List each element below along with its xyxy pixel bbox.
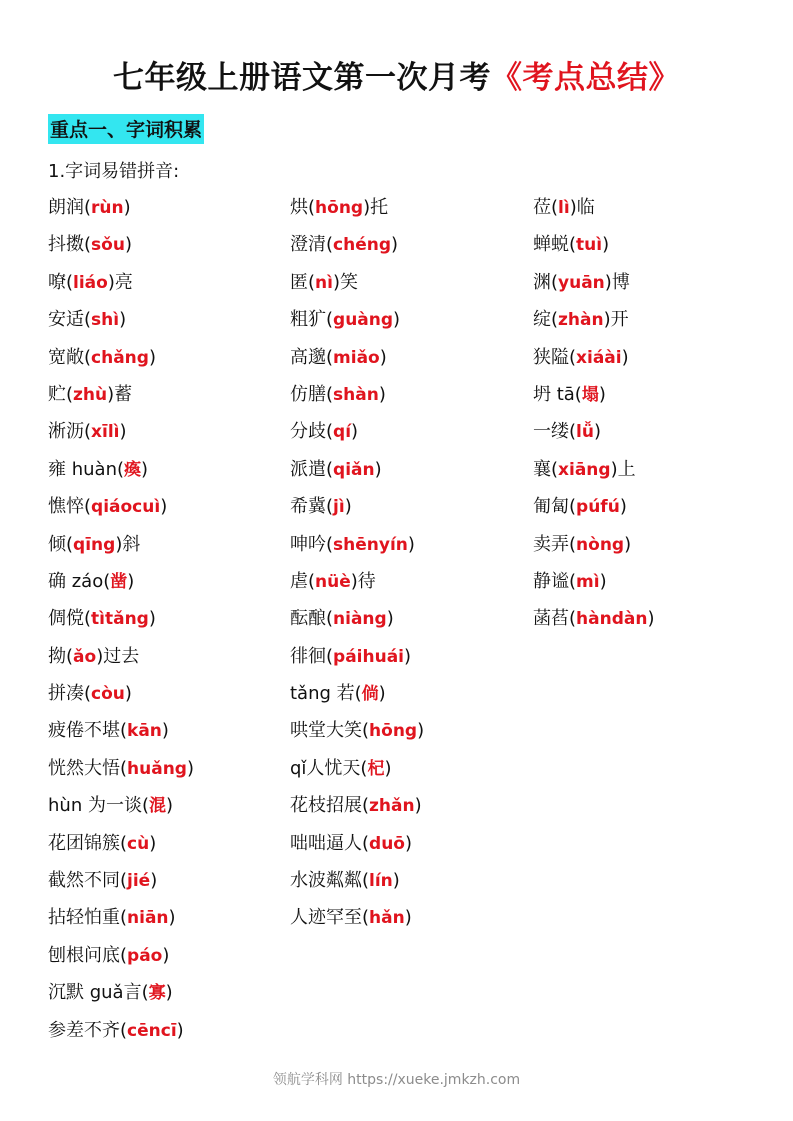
answer-text: tuì [576,235,603,256]
word-column-1 [48,196,194,1056]
answer-text: mì [576,571,600,592]
word-item [290,196,424,233]
word-text: 安适( [48,309,92,331]
word-item [290,869,424,906]
word-item [290,533,424,570]
word-text: 烘( [290,197,316,218]
answer-text: jié [127,871,151,892]
answer-text: zhù [73,384,108,405]
answer-text: hàndàn [576,609,648,630]
word-text: 绽( [533,309,559,331]
word-suffix: ) [160,496,168,518]
word-item [48,383,194,420]
answer-text: cù [127,833,150,854]
answer-text: duō [369,833,405,854]
answer-text: xiāng [558,459,611,480]
word-text: 刨根问底( [48,944,128,966]
answer-text: rùn [91,198,124,218]
word-item [290,607,424,644]
word-item [290,682,424,719]
word-text: 希冀( [290,496,334,518]
word-text: 倜傥( [48,608,92,630]
answer-text: qí [333,422,352,443]
word-text: 一缕( [533,421,577,443]
word-item [290,570,424,607]
word-item [533,458,654,495]
title-main: 七年级上册语文第一次月考 [113,60,491,96]
word-suffix: ) [379,346,387,368]
word-suffix: ) [384,757,392,779]
word-text: 哄堂大笑( [290,720,370,742]
word-item [290,495,424,532]
word-item [48,794,194,831]
word-item [533,420,654,457]
word-text: 高邈( [290,346,334,368]
answer-text: sǒu [91,235,125,256]
word-item [533,570,654,607]
word-suffix: ) [621,346,629,368]
word-suffix: ) [624,533,632,555]
word-suffix: ) [186,757,195,779]
word-suffix: ) [127,570,135,592]
word-suffix: )博 [604,271,630,293]
word-suffix: ) [386,608,394,630]
word-text: hùn 为一谈( [48,795,149,817]
answer-text: niān [127,908,169,929]
subsection-heading: 1.字词易错拼音: [48,161,180,182]
word-text: 匿( [290,271,316,293]
word-item [290,383,424,420]
word-text: 酝酿( [290,608,334,630]
word-text: 水波粼粼( [290,870,370,892]
word-suffix: ) [150,870,158,892]
word-text: 粗犷( [290,309,334,331]
footer-watermark: 领航学科网 https://xueke.jmkzh.com [272,1072,521,1088]
word-text: 拗( [48,645,74,667]
word-text: 坍 tā( [533,383,582,405]
word-item [48,346,194,383]
word-suffix: ) [148,608,156,630]
word-column-2 [290,196,424,944]
word-suffix: ) [391,234,399,256]
word-item [48,607,194,644]
word-suffix: ) [168,907,176,929]
word-suffix: )开 [603,309,629,331]
answer-text: 凿 [110,571,128,592]
word-text: 疲倦不堪( [48,720,128,742]
word-text: 抖擞( [48,234,92,256]
answer-text: niàng [333,609,387,630]
word-item [48,196,194,233]
word-suffix: ) [124,683,132,705]
answer-text: miǎo [333,347,380,368]
answer-text: 瘓 [124,459,141,480]
word-item [48,906,194,943]
answer-text: zhǎn [369,796,415,817]
word-item [48,832,194,869]
word-item [290,233,424,270]
word-suffix: ) [378,683,386,705]
answer-text: guàng [333,310,394,331]
word-suffix: ) [351,421,359,443]
word-suffix: ) [404,645,412,667]
word-suffix: )斜 [115,533,141,555]
word-suffix: ) [161,720,169,742]
answer-text: hōng [315,198,364,218]
word-suffix: ) [619,496,627,518]
word-suffix: ) [598,383,606,405]
section-heading: 重点一、字词积累 [48,114,204,144]
word-suffix: ) [124,234,132,256]
answer-text: hōng [369,721,418,742]
word-suffix: ) [165,982,173,1004]
answer-text: páo [127,945,163,966]
word-suffix: ) [647,608,655,630]
word-suffix: ) [417,720,425,742]
answer-text: jì [333,497,345,518]
answer-text: hǎn [369,908,405,929]
word-text: 朗润( [48,197,92,218]
word-suffix: ) [162,944,170,966]
word-suffix: ) [599,570,607,592]
answer-text: 寡 [148,983,166,1004]
answer-text: kān [127,721,162,742]
word-text: 倾( [48,533,74,555]
word-text: 确 záo( [48,570,111,592]
word-item [533,308,654,345]
word-item [533,495,654,532]
word-text: 拈轻怕重( [48,907,128,929]
word-text: 淅沥( [48,421,92,443]
word-item [48,869,194,906]
answer-text: 杞 [367,758,385,779]
word-suffix: )上 [610,458,636,480]
word-item [290,757,424,794]
word-item [533,607,654,644]
answer-text: púfú [576,497,620,518]
word-text: 嘹( [48,271,74,293]
word-text: 襄( [533,458,559,480]
answer-text: zhàn [558,310,604,331]
word-item [290,420,424,457]
word-suffix: )亮 [107,271,133,293]
word-text: 仿膳( [290,383,334,405]
word-suffix: ) [407,533,415,555]
answer-text: lì [558,198,570,218]
word-text: 憔悴( [48,496,92,518]
word-suffix: ) [344,496,352,518]
word-item [48,308,194,345]
word-text: 咄咄逼人( [290,832,370,854]
answer-text: qiǎn [333,459,375,480]
word-suffix: )临 [569,197,595,218]
word-item [290,308,424,345]
word-text: tǎng 若( [290,683,362,705]
word-text: qǐ人忧天( [290,757,368,779]
answer-text: shì [91,310,120,331]
word-text: 花枝招展( [290,795,370,817]
word-suffix: ) [176,1019,184,1041]
word-item [48,570,194,607]
word-item [533,346,654,383]
word-suffix: ) [149,832,157,854]
answer-text: páihuái [333,646,405,667]
word-item [533,383,654,420]
answer-text: chéng [333,235,392,256]
word-suffix: ) [404,907,412,929]
word-item [48,981,194,1018]
word-text: 狭隘( [533,346,577,368]
word-item [48,645,194,682]
word-suffix: ) [148,346,156,368]
word-item [48,495,194,532]
word-item [290,794,424,831]
word-item [290,645,424,682]
answer-text: ǎo [73,646,97,667]
word-text: 雍 huàn( [48,458,124,480]
word-text: 分歧( [290,421,334,443]
word-text: 拼凑( [48,683,92,705]
word-column-3 [533,196,654,645]
word-text: 派遣( [290,458,334,480]
answer-text: xīlì [91,422,120,443]
word-suffix: )待 [350,570,376,592]
word-suffix: ) [593,421,601,443]
answer-text: 混 [148,796,166,817]
word-text: 菡萏( [533,608,577,630]
answer-text: lín [369,871,393,892]
word-suffix: ) [165,795,173,817]
answer-text: nòng [576,534,625,555]
answer-text: shēnyín [333,534,408,555]
answer-text: yuān [558,272,605,293]
word-text: 截然不同( [48,870,128,892]
word-text: 静谧( [533,570,577,592]
word-text: 恍然大悟( [48,757,128,779]
word-suffix: ) [119,421,127,443]
word-item [290,458,424,495]
word-item [533,196,654,233]
word-text: 卖弄( [533,533,577,555]
answer-text: chǎng [91,347,149,368]
answer-text: huǎng [127,758,187,779]
word-suffix: )过去 [96,645,140,667]
word-text: 虐( [290,570,316,592]
word-item [290,346,424,383]
word-suffix: ) [141,458,149,480]
word-suffix: ) [602,234,610,256]
word-item [290,719,424,756]
word-item [48,271,194,308]
word-text: 莅( [533,197,559,218]
word-text: 蝉蜕( [533,234,577,256]
word-suffix: ) [123,197,131,218]
word-item [48,1019,194,1056]
word-item [533,271,654,308]
word-item [48,233,194,270]
word-text: 人迹罕至( [290,907,370,929]
word-item [48,420,194,457]
word-text: 徘徊( [290,645,334,667]
word-item [290,271,424,308]
word-item [48,944,194,981]
word-text: 沉默 guǎ言( [48,982,149,1004]
word-text: 花团锦簇( [48,832,128,854]
word-suffix: )蓄 [107,383,133,405]
word-item [290,906,424,943]
answer-text: nüè [315,571,351,592]
answer-text: tìtǎng [91,609,149,630]
word-text: 澄清( [290,234,334,256]
word-suffix: )托 [363,197,389,218]
word-suffix: ) [392,870,400,892]
answer-text: lǚ [576,422,594,443]
answer-text: 倘 [361,684,379,705]
title-accent: 《考点总结》 [491,60,680,96]
answer-text: shàn [333,384,379,405]
word-text: 参差不齐( [48,1019,128,1041]
word-item [48,458,194,495]
answer-text: nì [315,272,333,293]
word-suffix: ) [374,458,382,480]
answer-text: còu [91,684,125,705]
word-item [533,533,654,570]
word-item [48,682,194,719]
word-suffix: ) [414,795,422,817]
word-text: 渊( [533,271,559,293]
answer-text: qīng [73,534,116,555]
word-text: 贮( [48,383,74,405]
word-item [290,832,424,869]
word-suffix: ) [404,832,413,854]
word-item [48,719,194,756]
word-text: 匍匐( [533,496,577,518]
word-suffix: )笑 [332,271,358,293]
answer-text: 塌 [581,384,599,405]
answer-text: liáo [73,272,108,293]
word-suffix: ) [119,309,127,331]
answer-text: cēncī [127,1020,177,1041]
answer-text: xiáài [576,347,622,368]
answer-text: qiáocuì [91,497,161,518]
word-suffix: ) [393,309,401,331]
word-suffix: ) [378,383,386,405]
word-item [533,233,654,270]
word-text: 呻吟( [290,533,334,555]
word-item [48,533,194,570]
word-item [48,757,194,794]
page-title [0,52,793,97]
word-text: 宽敞( [48,346,92,368]
